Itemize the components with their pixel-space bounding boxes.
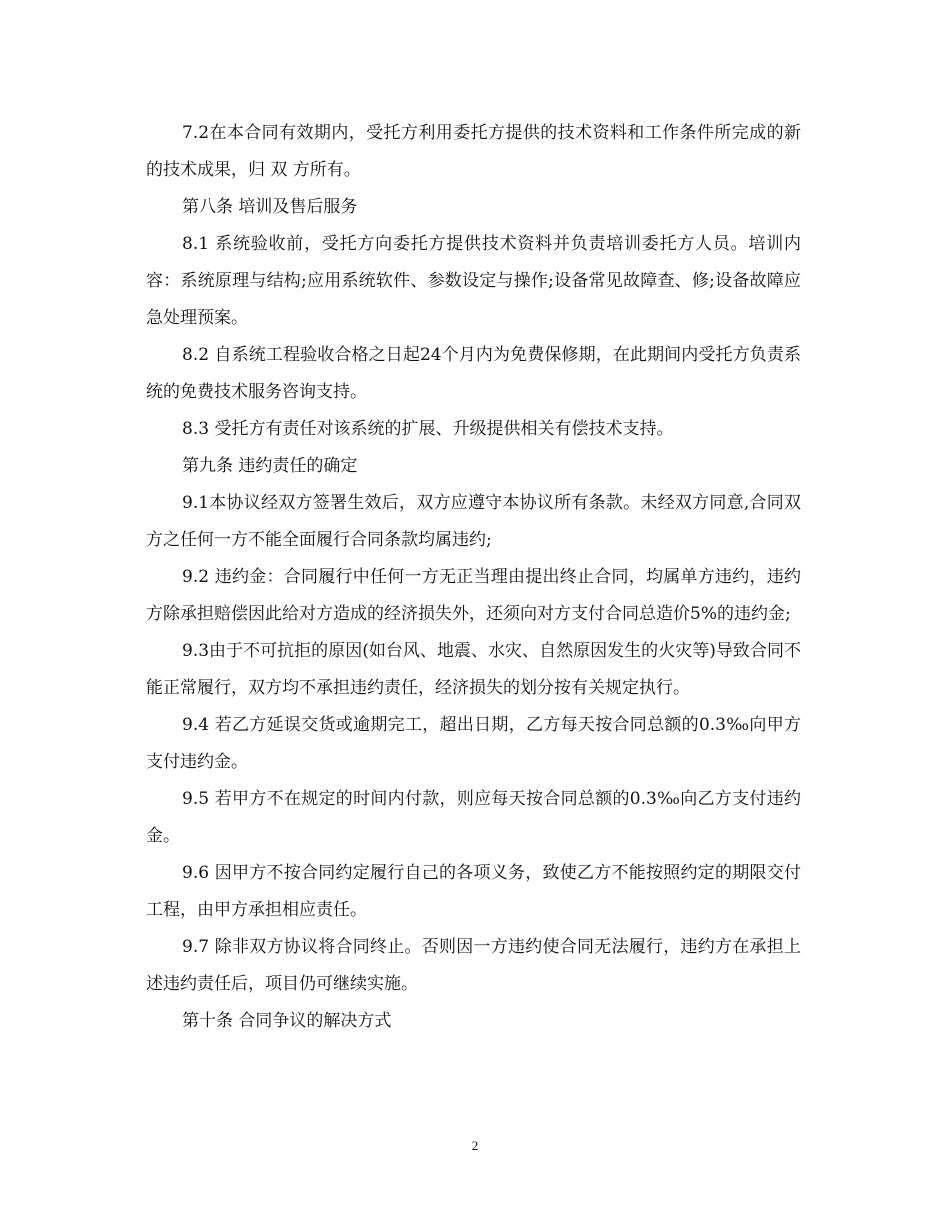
clause-9-4: 9.4 若乙方延误交货或逾期完工，超出日期，乙方每天按合同总额的0.3‰向甲方支付违约金。	[146, 715, 801, 772]
clause-9-1: 9.1本协议经双方签署生效后，双方应遵守本协议所有条款。未经双方同意,合同双方之任何一方不能全面履行合同条款均属违约;	[146, 493, 801, 550]
clause-9-3: 9.3由于不可抗拒的原因(如台风、地震、水灾、自然原因发生的火灾等)导致合同不能正常履行，双方均不承担违约责任，经济损失的划分按有关规定执行。	[146, 641, 801, 698]
article-9-heading: 第九条 违约责任的确定	[182, 456, 358, 476]
clause-9-2: 9.2 违约金：合同履行中任何一方无正当理由提出终止合同，均属单方违约，违约方除承担赔偿因此给对方造成的经济损失外，还须向对方支付合同总造价5%的违约金;	[146, 567, 801, 624]
clause-8-2: 8.2 自系统工程验收合格之日起24个月内为免费保修期，在此期间内受托方负责系统的免费技术服务咨询支持。	[146, 345, 801, 402]
page-number: 2	[471, 1138, 479, 1153]
clause-9-5: 9.5 若甲方不在规定的时间内付款，则应每天按合同总额的0.3‰向乙方支付违约金。	[146, 789, 801, 846]
clause-9-7: 9.7 除非双方协议将合同终止。否则因一方违约使合同无法履行，违约方在承担上述违约责任后，项目仍可继续实施。	[146, 937, 801, 994]
article-8-heading: 第八条 培训及售后服务	[182, 197, 358, 217]
document-body	[146, 115, 801, 1040]
clause-9-6: 9.6 因甲方不按合同约定履行自己的各项义务，致使乙方不能按照约定的期限交付工程，由甲方承担相应责任。	[146, 863, 801, 920]
clause-8-1: 8.1 系统验收前，受托方向委托方提供技术资料并负责培训委托方人员。培训内容：系统原理与结构;应用系统软件、参数设定与操作;设备常见故障查、修;设备故障应急处理预案。	[146, 234, 801, 328]
article-10-heading: 第十条 合同争议的解决方式	[182, 1011, 392, 1031]
clause-8-3: 8.3 受托方有责任对该系统的扩展、升级提供相关有偿技术支持。	[182, 419, 674, 439]
clause-7-2: 7.2在本合同有效期内，受托方利用委托方提供的技术资料和工作条件所完成的新的技术成果，归 双 方所有。	[146, 123, 801, 180]
